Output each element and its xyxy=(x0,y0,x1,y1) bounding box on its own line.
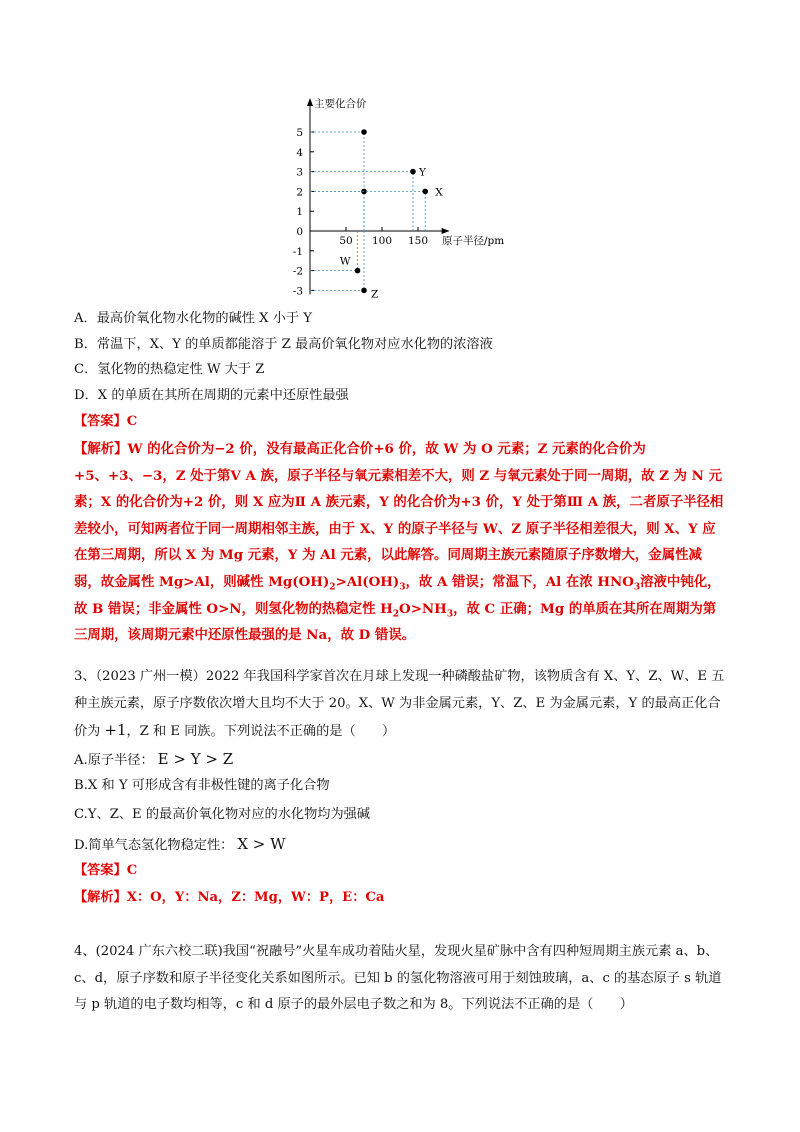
analysis-text: ，故 A 错误；常温下，Al 在浓 HNO xyxy=(405,573,634,590)
point-label: Z xyxy=(371,288,379,301)
point-label: Y xyxy=(418,166,426,179)
q3-option-b: B.X 和 Y 可形成含有非极性键的离子化合物 xyxy=(74,778,330,793)
y-axis-label: 主要化合价 xyxy=(314,98,367,110)
data-point xyxy=(361,288,367,294)
data-point xyxy=(410,169,416,175)
y-tick-label: -3 xyxy=(292,285,303,298)
option-b: B．常温下，X、Y 的单质都能溶于 Z 最高价氧化物对应水化物的浓溶液 xyxy=(74,337,493,352)
stem-text: ，Z 和 E 同族。下列说法不正确的是（ ） xyxy=(126,724,396,739)
q3-answer: 【答案】C xyxy=(74,863,138,878)
data-point xyxy=(422,189,428,195)
point-label: W xyxy=(339,255,351,268)
chart-svg xyxy=(270,92,520,307)
analysis-paragraph xyxy=(74,436,728,649)
subscript: 2 xyxy=(392,609,400,620)
option-d: D．X 的单质在其所在周期的元素中还原性最强 xyxy=(74,388,349,403)
q3-option-d xyxy=(74,833,286,857)
question-3-stem xyxy=(74,664,728,746)
y-axis-arrow-icon xyxy=(307,98,313,106)
data-point xyxy=(361,129,367,135)
math-expression: +1 xyxy=(104,721,127,739)
y-tick-label: 0 xyxy=(296,226,303,238)
q3-option-a xyxy=(74,748,233,772)
y-tick-label: 2 xyxy=(296,186,303,199)
analysis-text: 溶液中钝化，故 B 错误；非金属性 O>N，则氢化物的热稳定性 H xyxy=(74,573,721,617)
math-expression: X > W xyxy=(237,835,286,853)
subscript: 2 xyxy=(329,582,336,593)
analysis-text: ，故 C 正确；Mg 的单质在其所在周期为第三周期，该周期元素中还原性最强的是 Na，故 D 错误。 xyxy=(74,600,717,644)
subscript: 3 xyxy=(399,582,406,593)
y-tick-label: 5 xyxy=(296,127,303,139)
data-point xyxy=(355,268,361,274)
radius-valence-chart xyxy=(270,92,520,307)
question-4-stem: 4、(2024 广东六校二联)我国“祝融号”火星车成功着陆火星，发现火星矿脉中含有四种短周期主族元素 a、b、c、d，原子序数和原子半径变化关系如图所示。已知 b 的氢化物溶液可用于刻蚀玻璃，a、c 的基态原子 s 轨道与 p 轨道的电子数均相等，c 和 d 原子的最外层电子数之和为 8。下列说法不正确的是（ ） xyxy=(74,944,722,1012)
y-tick-label: 4 xyxy=(296,146,303,159)
x-axis-label: 原子半径/pm xyxy=(442,235,505,247)
y-tick-label: -2 xyxy=(292,265,303,278)
option-text: A.原子半径： xyxy=(74,753,154,768)
x-axis-arrow-icon xyxy=(442,228,450,234)
x-tick-label: 100 xyxy=(371,235,393,247)
q3-analysis: 【解析】X：O，Y：Na，Z：Mg，W：P，E：Ca xyxy=(74,890,385,905)
math-expression: E > Y > Z xyxy=(157,750,234,768)
option-c: C．氢化物的热稳定性 W 大于 Z xyxy=(74,362,265,377)
y-tick-label: 3 xyxy=(296,166,303,179)
q3-option-c: C.Y、Z、E 的最高价氧化物对应的水化物均为强碱 xyxy=(74,807,371,822)
x-tick-label: 50 xyxy=(339,235,353,247)
y-tick-label: -1 xyxy=(292,245,303,258)
y-tick-label: 1 xyxy=(296,206,303,219)
x-tick-label: 150 xyxy=(407,235,429,247)
answer-label: 【答案】C xyxy=(74,414,138,429)
analysis-text: O>NH xyxy=(399,600,447,617)
subscript: 3 xyxy=(633,582,641,593)
option-a: A．最高价氧化物水化物的碱性 X 小于 Y xyxy=(74,311,313,326)
point-label: X xyxy=(435,186,443,199)
stem-text: 3、（2023 广州一模）2022 年我国科学家首次在月球上发现一种磷酸盐矿物，该物质含有 X、Y、Z、W、E 五种主族元素，原子序数依次增大且均不大于 20。X、W 为非金属元素，Y、Z、E 为金属元素，Y 的最高正化合价为 xyxy=(74,669,725,739)
subscript: 3 xyxy=(446,609,454,620)
analysis-text: 【解析】W 的化合价为−2 价，没有最高正化合价+6 价，故 W 为 O 元素；Z 元素的化合价为+5、+3、−3，Z 处于第Ⅴ A 族，原子半径与氧元素相差不大，则 Z 与氧元素处于同一周期，故 Z 为 N 元素；X 的化合价为+2 价，则 X 应为Ⅱ A 族元素，Y 的化合价为+3 价，Y 处于第Ⅲ A 族，二者原子半径相差较小，可知两者位于同一周期相邻主族，由于 X、Y 的原子半径与 W、Z 原子半径相差很大，则 X、Y 应在第三周期，所以 X 为 Mg 元素，Y 为 Al 元素，以此解答。同周期主族元素随原子序数增大，金属性减弱，故金属性 Mg>Al，则碱性 Mg(OH) xyxy=(74,441,724,590)
option-text: D.简单气态氢化物稳定性： xyxy=(74,838,234,853)
analysis-text: >Al(OH) xyxy=(335,573,400,590)
